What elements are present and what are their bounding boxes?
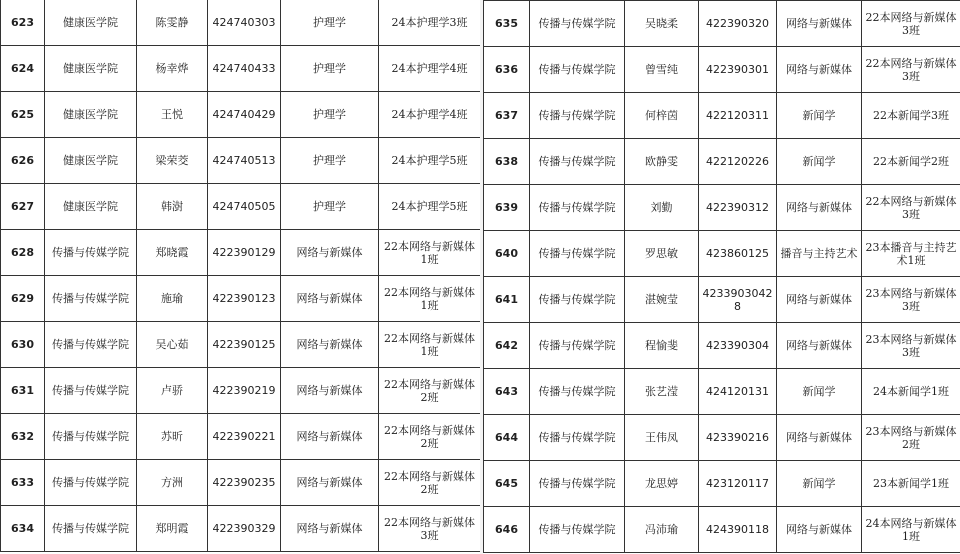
major-cell: 网络与新媒体	[281, 368, 379, 414]
row-number: 626	[1, 138, 45, 184]
student-name-cell: 吴晓柔	[625, 1, 699, 47]
class-cell: 24本护理学3班	[379, 0, 481, 46]
major-cell: 新闻学	[777, 369, 862, 415]
student-id-cell: 422390301	[699, 47, 777, 93]
student-id-cell: 423390304	[699, 323, 777, 369]
college-cell: 传播与传媒学院	[530, 277, 625, 323]
table-row	[484, 461, 960, 507]
row-number: 630	[1, 322, 45, 368]
college-cell: 传播与传媒学院	[530, 139, 625, 185]
college-cell: 健康医学院	[45, 138, 137, 184]
major-cell: 网络与新媒体	[281, 322, 379, 368]
student-name-cell: 韩澍	[137, 184, 208, 230]
table-row	[484, 369, 960, 415]
class-cell: 24本网络与新媒体1班	[862, 507, 960, 553]
major-cell: 护理学	[281, 92, 379, 138]
class-cell: 23本网络与新媒体3班	[862, 323, 960, 369]
major-cell: 网络与新媒体	[777, 185, 862, 231]
major-cell: 网络与新媒体	[777, 47, 862, 93]
class-cell: 23本网络与新媒体2班	[862, 415, 960, 461]
class-cell: 22本网络与新媒体1班	[379, 230, 481, 276]
college-cell: 传播与传媒学院	[530, 369, 625, 415]
student-list-table-left	[0, 0, 481, 552]
major-cell: 护理学	[281, 46, 379, 92]
student-id-cell: 424390118	[699, 507, 777, 553]
table-row	[1, 276, 481, 322]
table-row	[484, 185, 960, 231]
row-number: 639	[484, 185, 530, 231]
class-cell: 22本新闻学2班	[862, 139, 960, 185]
student-name-cell: 施瑜	[137, 276, 208, 322]
row-number: 628	[1, 230, 45, 276]
college-cell: 传播与传媒学院	[530, 507, 625, 553]
right-table-sheet	[483, 0, 960, 553]
table-row	[1, 460, 481, 506]
class-cell: 23本新闻学1班	[862, 461, 960, 507]
student-id-cell: 422390129	[208, 230, 281, 276]
table-row	[1, 92, 481, 138]
student-id-cell: 423390216	[699, 415, 777, 461]
student-name-cell: 欧静雯	[625, 139, 699, 185]
row-number: 624	[1, 46, 45, 92]
row-number: 637	[484, 93, 530, 139]
college-cell: 健康医学院	[45, 92, 137, 138]
table-row	[1, 184, 481, 230]
row-number: 635	[484, 1, 530, 47]
row-number: 636	[484, 47, 530, 93]
college-cell: 传播与传媒学院	[530, 415, 625, 461]
student-id-cell: 423860125	[699, 231, 777, 277]
college-cell: 传播与传媒学院	[45, 276, 137, 322]
row-number: 646	[484, 507, 530, 553]
row-number: 641	[484, 277, 530, 323]
major-cell: 网络与新媒体	[281, 230, 379, 276]
student-id-cell: 422390123	[208, 276, 281, 322]
major-cell: 护理学	[281, 0, 379, 46]
student-id-cell: 422120226	[699, 139, 777, 185]
student-id-cell: 424740429	[208, 92, 281, 138]
major-cell: 网络与新媒体	[777, 277, 862, 323]
table-row	[484, 139, 960, 185]
student-name-cell: 卢骄	[137, 368, 208, 414]
student-id-cell: 422390320	[699, 1, 777, 47]
student-name-cell: 龙思婷	[625, 461, 699, 507]
major-cell: 网络与新媒体	[281, 414, 379, 460]
major-cell: 播音与主持艺术	[777, 231, 862, 277]
college-cell: 健康医学院	[45, 184, 137, 230]
table-row	[1, 506, 481, 552]
class-cell: 24本新闻学1班	[862, 369, 960, 415]
college-cell: 传播与传媒学院	[45, 506, 137, 552]
class-cell: 24本护理学4班	[379, 46, 481, 92]
major-cell: 网络与新媒体	[281, 460, 379, 506]
row-number: 643	[484, 369, 530, 415]
student-name-cell: 吴心茹	[137, 322, 208, 368]
table-row	[1, 46, 481, 92]
class-cell: 24本护理学5班	[379, 184, 481, 230]
row-number: 632	[1, 414, 45, 460]
student-name-cell: 曾雪纯	[625, 47, 699, 93]
class-cell: 22本网络与新媒体3班	[862, 1, 960, 47]
student-id-cell: 42339030428	[699, 277, 777, 323]
table-row	[484, 415, 960, 461]
student-id-cell: 424740433	[208, 46, 281, 92]
college-cell: 传播与传媒学院	[45, 414, 137, 460]
student-name-cell: 郑明霞	[137, 506, 208, 552]
row-number: 629	[1, 276, 45, 322]
class-cell: 22本网络与新媒体3班	[862, 185, 960, 231]
class-cell: 22本网络与新媒体1班	[379, 322, 481, 368]
student-id-cell: 422390221	[208, 414, 281, 460]
student-name-cell: 罗思敏	[625, 231, 699, 277]
college-cell: 传播与传媒学院	[45, 460, 137, 506]
college-cell: 传播与传媒学院	[530, 47, 625, 93]
student-id-cell: 422390125	[208, 322, 281, 368]
class-cell: 24本护理学5班	[379, 138, 481, 184]
college-cell: 健康医学院	[45, 0, 137, 46]
student-id-cell: 422390219	[208, 368, 281, 414]
row-number: 623	[1, 0, 45, 46]
table-row	[484, 1, 960, 47]
table-row	[1, 230, 481, 276]
left-table-sheet	[0, 0, 480, 552]
college-cell: 传播与传媒学院	[530, 1, 625, 47]
student-id-cell: 422390329	[208, 506, 281, 552]
class-cell: 22本网络与新媒体2班	[379, 368, 481, 414]
class-cell: 23本播音与主持艺术1班	[862, 231, 960, 277]
table-row	[484, 507, 960, 553]
row-number: 642	[484, 323, 530, 369]
college-cell: 健康医学院	[45, 46, 137, 92]
class-cell: 23本网络与新媒体3班	[862, 277, 960, 323]
major-cell: 网络与新媒体	[777, 507, 862, 553]
college-cell: 传播与传媒学院	[530, 461, 625, 507]
major-cell: 网络与新媒体	[777, 323, 862, 369]
table-row	[1, 322, 481, 368]
student-name-cell: 刘勤	[625, 185, 699, 231]
major-cell: 网络与新媒体	[281, 506, 379, 552]
table-row	[1, 414, 481, 460]
college-cell: 传播与传媒学院	[45, 230, 137, 276]
college-cell: 传播与传媒学院	[530, 323, 625, 369]
student-name-cell: 张艺滢	[625, 369, 699, 415]
college-cell: 传播与传媒学院	[530, 93, 625, 139]
student-id-cell: 424740303	[208, 0, 281, 46]
table-row	[484, 93, 960, 139]
student-name-cell: 郑晓霞	[137, 230, 208, 276]
row-number: 638	[484, 139, 530, 185]
student-name-cell: 王悦	[137, 92, 208, 138]
table-row	[484, 47, 960, 93]
college-cell: 传播与传媒学院	[45, 322, 137, 368]
table-row	[484, 277, 960, 323]
student-name-cell: 苏昕	[137, 414, 208, 460]
major-cell: 网络与新媒体	[281, 276, 379, 322]
row-number: 634	[1, 506, 45, 552]
class-cell: 22本网络与新媒体3班	[379, 506, 481, 552]
student-name-cell: 王伟凤	[625, 415, 699, 461]
student-name-cell: 湛婉莹	[625, 277, 699, 323]
college-cell: 传播与传媒学院	[530, 185, 625, 231]
table-row	[484, 231, 960, 277]
student-id-cell: 423120117	[699, 461, 777, 507]
student-name-cell: 陈雯静	[137, 0, 208, 46]
student-name-cell: 梁荣茭	[137, 138, 208, 184]
table-row	[1, 0, 481, 46]
student-name-cell: 方洲	[137, 460, 208, 506]
row-number: 645	[484, 461, 530, 507]
row-number: 625	[1, 92, 45, 138]
class-cell: 22本网络与新媒体2班	[379, 460, 481, 506]
student-id-cell: 424740505	[208, 184, 281, 230]
class-cell: 24本护理学4班	[379, 92, 481, 138]
major-cell: 网络与新媒体	[777, 415, 862, 461]
student-name-cell: 程愉斐	[625, 323, 699, 369]
table-row	[1, 368, 481, 414]
row-number: 644	[484, 415, 530, 461]
student-id-cell: 424120131	[699, 369, 777, 415]
student-name-cell: 杨幸烨	[137, 46, 208, 92]
major-cell: 护理学	[281, 184, 379, 230]
student-id-cell: 424740513	[208, 138, 281, 184]
major-cell: 新闻学	[777, 139, 862, 185]
student-list-table-right	[483, 0, 960, 553]
student-id-cell: 422390235	[208, 460, 281, 506]
row-number: 640	[484, 231, 530, 277]
row-number: 633	[1, 460, 45, 506]
college-cell: 传播与传媒学院	[45, 368, 137, 414]
row-number: 627	[1, 184, 45, 230]
major-cell: 新闻学	[777, 461, 862, 507]
class-cell: 22本新闻学3班	[862, 93, 960, 139]
major-cell: 护理学	[281, 138, 379, 184]
student-id-cell: 422120311	[699, 93, 777, 139]
class-cell: 22本网络与新媒体3班	[862, 47, 960, 93]
student-name-cell: 冯沛瑜	[625, 507, 699, 553]
student-name-cell: 何梓茵	[625, 93, 699, 139]
major-cell: 网络与新媒体	[777, 1, 862, 47]
class-cell: 22本网络与新媒体1班	[379, 276, 481, 322]
table-row	[484, 323, 960, 369]
class-cell: 22本网络与新媒体2班	[379, 414, 481, 460]
major-cell: 新闻学	[777, 93, 862, 139]
student-id-cell: 422390312	[699, 185, 777, 231]
college-cell: 传播与传媒学院	[530, 231, 625, 277]
table-row	[1, 138, 481, 184]
row-number: 631	[1, 368, 45, 414]
